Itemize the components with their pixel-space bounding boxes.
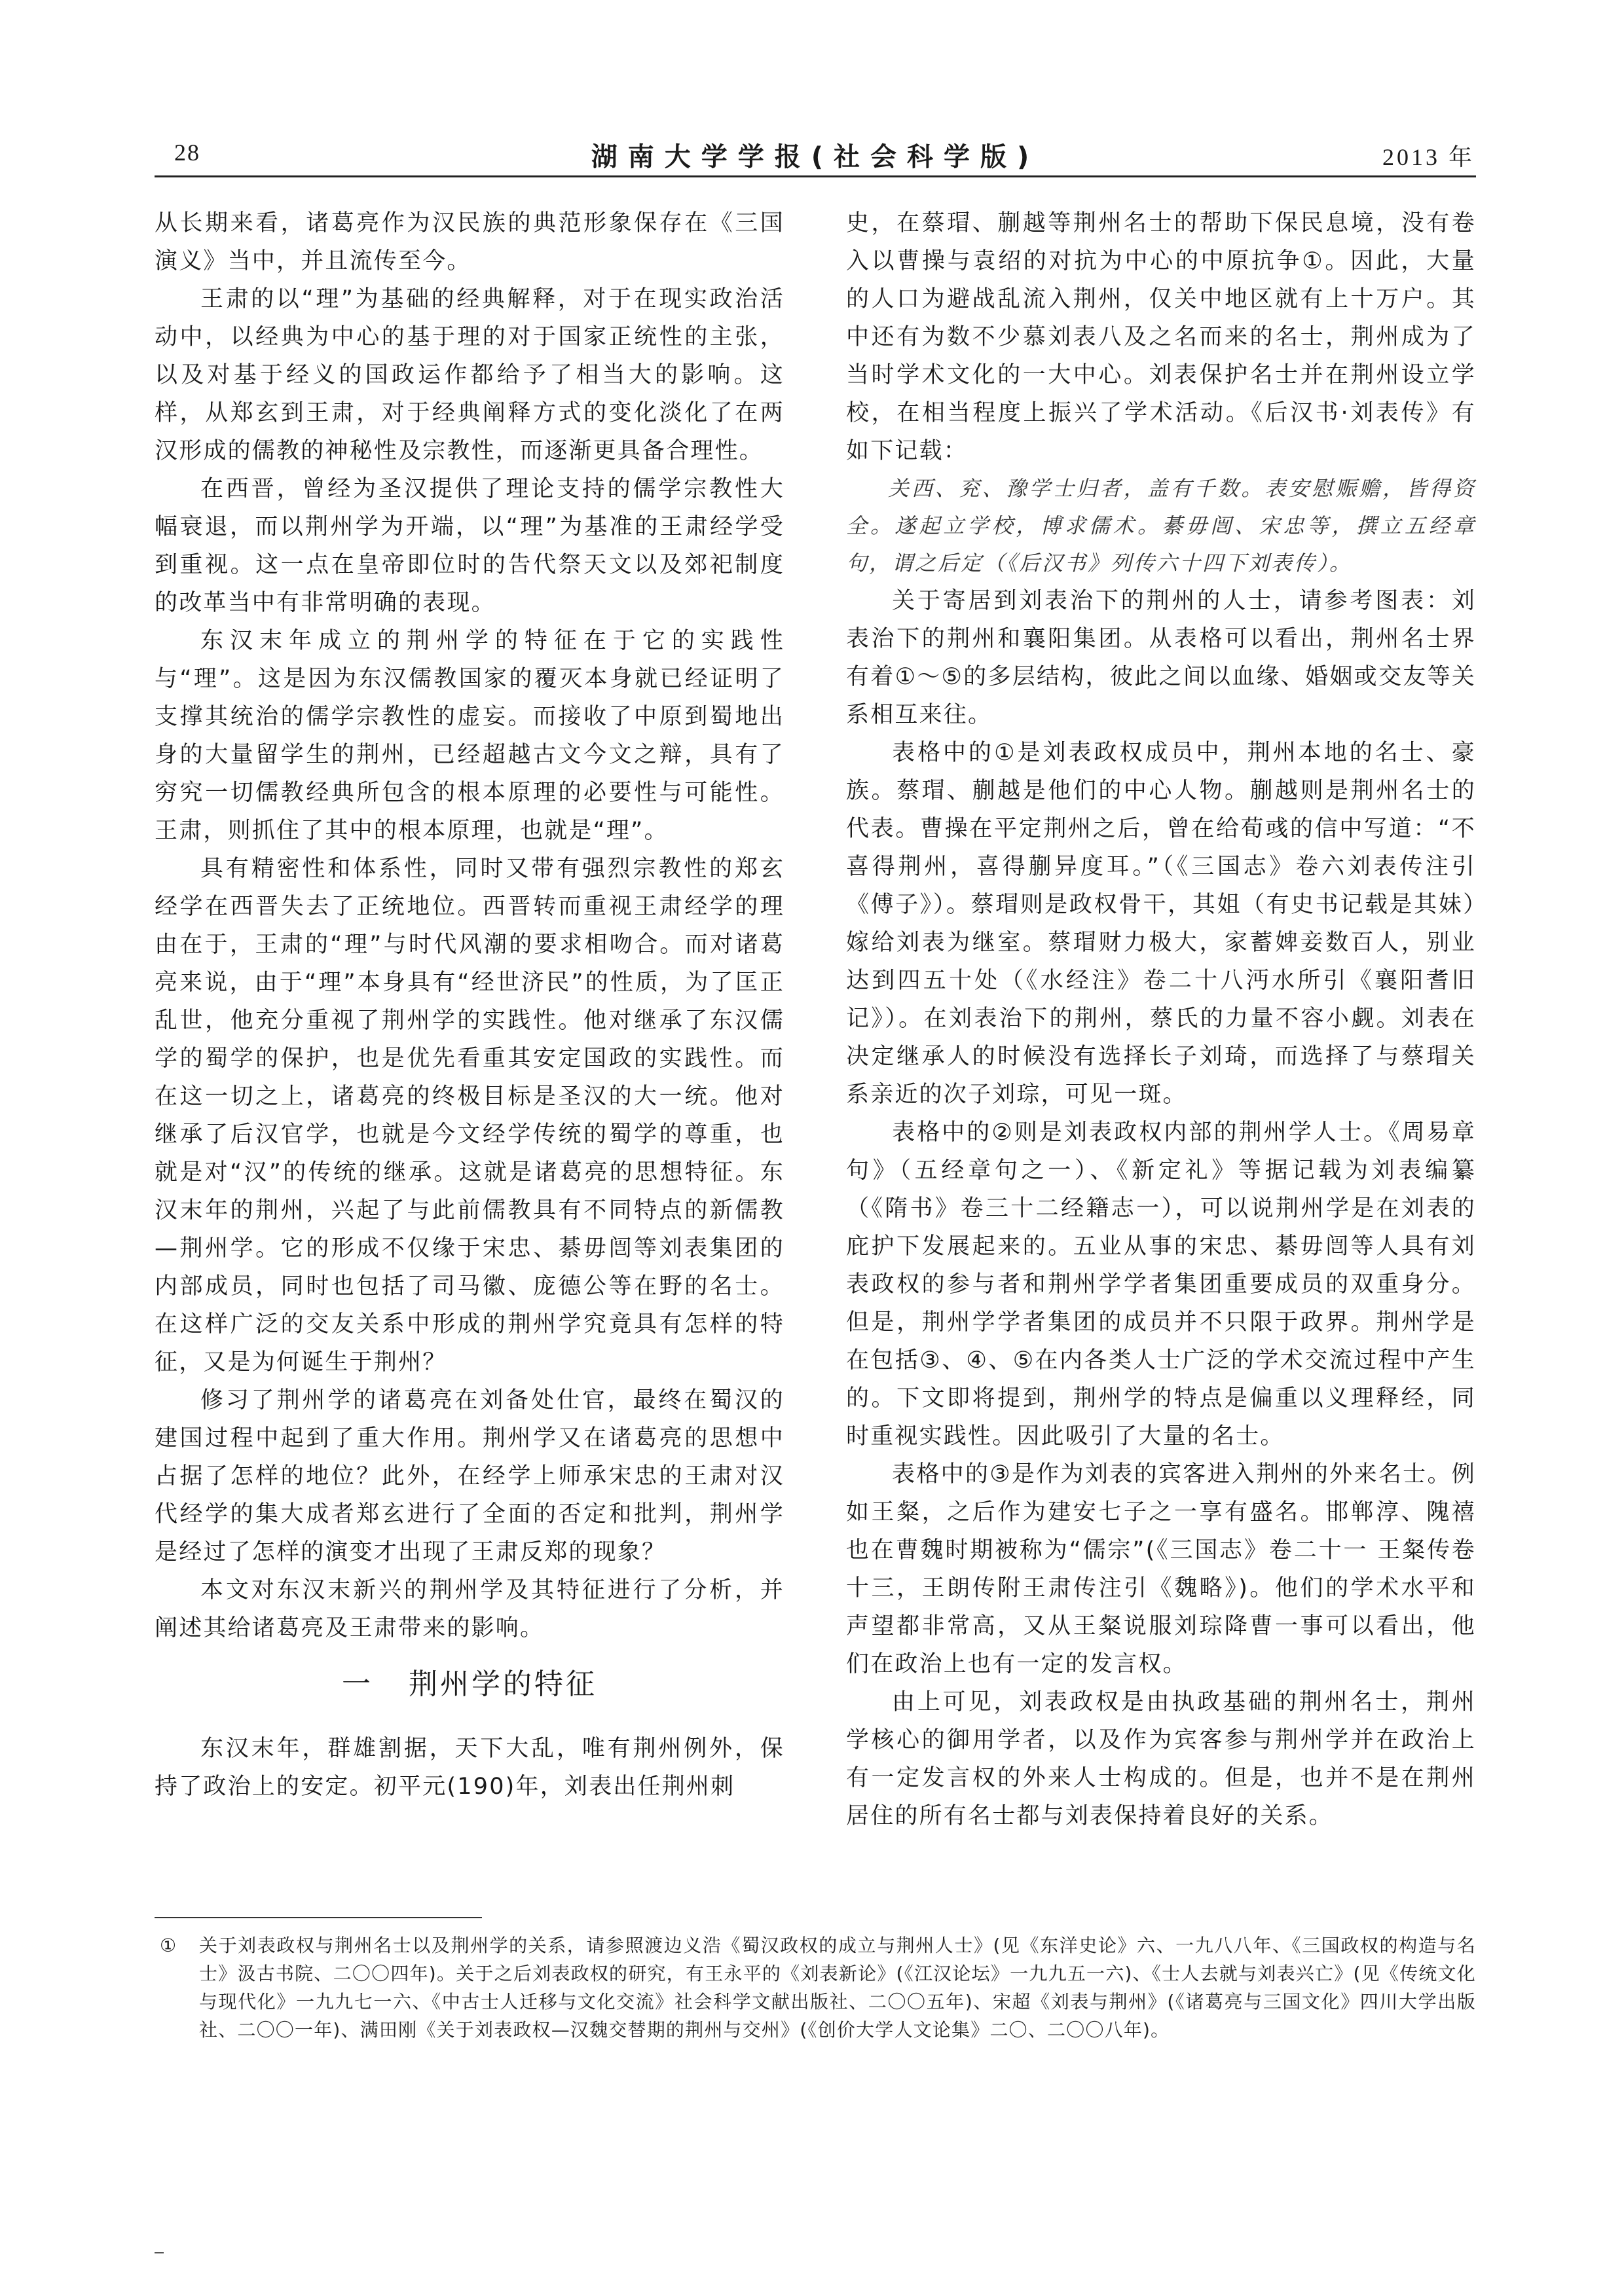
paragraph: 表格中的②则是刘表政权内部的荆州学人士。《周易章句》（五经章句之一）、《新定礼》等据记载为刘表编纂（《隋书》卷三十二经籍志一），可以说荆州学是在刘表的庇护下发展起来的。五业从事的宋忠、綦毋闿等人具有刘表政权的参与者和荆州学学者集团重要成员的双重身分。但是，荆州学学者集团的成员并不只限于政界。荆州学是在包括③、④、⑤在内各类人士广泛的学术交流过程中产生的。下文即将提到，荆州学的特点是偏重以义理释经，同时重视实践性。因此吸引了大量的名士。 <box>846 1120 1476 1449</box>
paragraph: 由上可见，刘表政权是由执政基础的荆州名士，荆州学核心的御用学者，以及作为宾客参与荆州学并在政治上有一定发言权的外来人士构成的。但是，也并不是在荆州居住的所有名士都与刘表保持着良好的关系。 <box>846 1689 1476 1829</box>
section-number: 一 <box>342 1667 373 1701</box>
paragraph: 从长期来看，诸葛亮作为汉民族的典范形象保存在《三国演义》当中，并且流传至今。 <box>155 210 784 274</box>
paragraph: 王肃的以“理”为基础的经典解释，对于在现实政治活动中，以经典为中心的基于理的对于国家正统性的主张，以及对基于经义的国政运作都给予了相当大的影响。这样，从郑玄到王肃，对于经典阐释方式的变化淡化了在两汉形成的儒教的神秘性及宗教性，而逐渐更具备合理性。 <box>155 286 784 464</box>
paragraph: 史，在蔡瑁、蒯越等荆州名士的帮助下保民息境，没有卷入以曹操与袁绍的对抗为中心的中原抗争①。因此，大量的人口为避战乱流入荆州，仅关中地区就有上十万户。其中还有为数不少慕刘表八及之名而来的名士，荆州成为了当时学术文化的一大中心。刘表保护名士并在荆州设立学校，在相当程度上振兴了学术活动。《后汉书·刘表传》有如下记载： <box>846 210 1476 464</box>
footnote-mark: ① <box>160 1935 177 1956</box>
footnote-separator <box>155 1917 482 1918</box>
paragraph: 具有精密性和体系性，同时又带有强烈宗教性的郑玄经学在西晋失去了正统地位。西晋转而重视王肃经学的理由在于，王肃的“理”与时代风潮的要求相吻合。而对诸葛亮来说，由于“理”本身具有“经世济民”的性质，为了匡正乱世，他充分重视了荆州学的实践性。他对继承了东汉儒学的蜀学的保护，也是优先看重其安定国政的实践性。而在这一切之上，诸葛亮的终极目标是圣汉的大一统。他对继承了后汉官学，也就是今文经学传统的蜀学的尊重，也就是对“汉”的传统的继承。这就是诸葛亮的思想特征。东汉末年的荆州，兴起了与此前儒教具有不同特点的新儒教—荆州学。它的形成不仅缘于宋忠、綦毋闿等刘表集团的内部成员，同时也包括了司马徽、庞德公等在野的名士。在这样广泛的交友关系中形成的荆州学究竟具有怎样的特征，又是为何诞生于荆州？ <box>155 856 784 1376</box>
publication-year: 2013 年 <box>1382 144 1475 170</box>
header-rule <box>155 175 1476 177</box>
paragraph: 表格中的①是刘表政权成员中，荆州本地的名士、豪族。蔡瑁、蒯越是他们的中心人物。蒯越则是荆州名士的代表。曹操在平定荆州之后，曾在给荀彧的信中写道：“不喜得荆州，喜得蒯异度耳。”（《三国志》卷六刘表传注引《傅子》）。蔡瑁则是政权骨干，其姐（有史书记载是其妹）嫁给刘表为继室。蔡瑁财力极大，家蓄婢妾数百人，别业达到四五十处（《水经注》卷二十八沔水所引《襄阳耆旧记》）。在刘表治下的荆州，蔡氏的力量不容小觑。刘表在决定继承人的时候没有选择长子刘琦，而选择了与蔡瑁关系亲近的次子刘琮，可见一斑。 <box>846 740 1476 1108</box>
left-column <box>155 204 784 1806</box>
corner-mark <box>155 2252 164 2253</box>
paragraph: 东汉末年成立的荆州学的特征在于它的实践性与“理”。这是因为东汉儒教国家的覆灭本身就已经证明了支撑其统治的儒学宗教性的虚妄。而接收了中原到蜀地出身的大量留学生的荆州，已经超越古文今文之辩，具有了穷究一切儒教经典所包含的根本原理的必要性与可能性。王肃，则抓住了其中的根本原理，也就是“理”。 <box>155 628 784 844</box>
paragraph: 本文对东汉末新兴的荆州学及其特征进行了分析，并阐述其给诸葛亮及王肃带来的影响。 <box>155 1577 784 1641</box>
page-number: 28 <box>174 139 200 166</box>
section-title: 荆州学的特征 <box>409 1667 597 1701</box>
running-header <box>155 136 1476 172</box>
footnote <box>155 1931 1476 2044</box>
paragraph: 表格中的③是作为刘表的宾客进入荆州的外来名士。例如王粲，之后作为建安七子之一享有盛名。邯郸淳、隗禧也在曹魏时期被称为“儒宗”(《三国志》卷二十一 王粲传卷十三，王朗传附王肃传注引《魏略》)。他们的学术水平和声望都非常高，又从王粲说服刘琮降曹一事可以看出，他们在政治上也有一定的发言权。 <box>846 1461 1476 1677</box>
journal-title: 湖南大学学报(社会科学版) <box>591 142 1040 172</box>
paragraph: 在西晋，曾经为圣汉提供了理论支持的儒学宗教性大幅衰退，而以荆州学为开端，以“理”为基准的王肃经学受到重视。这一点在皇帝即位时的告代祭天文以及郊祀制度的改革当中有非常明确的表现。 <box>155 476 784 616</box>
section-heading <box>155 1666 784 1704</box>
footnote-text: 关于刘表政权与荆州名士以及荆州学的关系，请参照渡边义浩《蜀汉政权的成立与荆州人士》(见《东洋史论》六、一九八八年、《三国政权的构造与名士》汲古书院、二〇〇四年)。关于之后刘表政权的研究，有王永平的《刘表新论》(《江汉论坛》一九九五一六)、《士人去就与刘表兴亡》(见《传统文化与现代化》一九九七一六、《中古士人迁移与文化交流》社会科学文献出版社、二〇〇五年)、宋超《刘表与荆州》(《诸葛亮与三国文化》四川大学出版社、二〇〇一年)、满田刚《关于刘表政权—汉魏交替期的荆州与交州》(《创价大学人文论集》二〇、二〇〇八年)。 <box>199 1935 1476 2041</box>
paragraph: 关于寄居到刘表治下的荆州的人士，请参考图表：刘表治下的荆州和襄阳集团。从表格可以看出，荆州名士界有着①～⑤的多层结构，彼此之间以血缘、婚姻或交友等关系相互来往。 <box>846 588 1476 728</box>
paragraph: 东汉末年，群雄割据，天下大乱，唯有荆州例外，保持了政治上的安定。初平元(190)年，刘表出任荆州刺 <box>155 1736 784 1800</box>
block-quote: 关西、兖、豫学士归者，盖有千数。表安慰赈赡，皆得资全。遂起立学校，博求儒术。綦毋闿、宋忠等，撰立五经章句，谓之后定（《后汉书》列传六十四下刘表传）。 <box>846 476 1476 575</box>
paragraph: 修习了荆州学的诸葛亮在刘备处仕官，最终在蜀汉的建国过程中起到了重大作用。荆州学又在诸葛亮的思想中占据了怎样的地位？此外，在经学上师承宋忠的王肃对汉代经学的集大成者郑玄进行了全面的否定和批判，荆州学是经过了怎样的演变才出现了王肃反郑的现象？ <box>155 1387 784 1565</box>
right-column <box>846 204 1476 1835</box>
